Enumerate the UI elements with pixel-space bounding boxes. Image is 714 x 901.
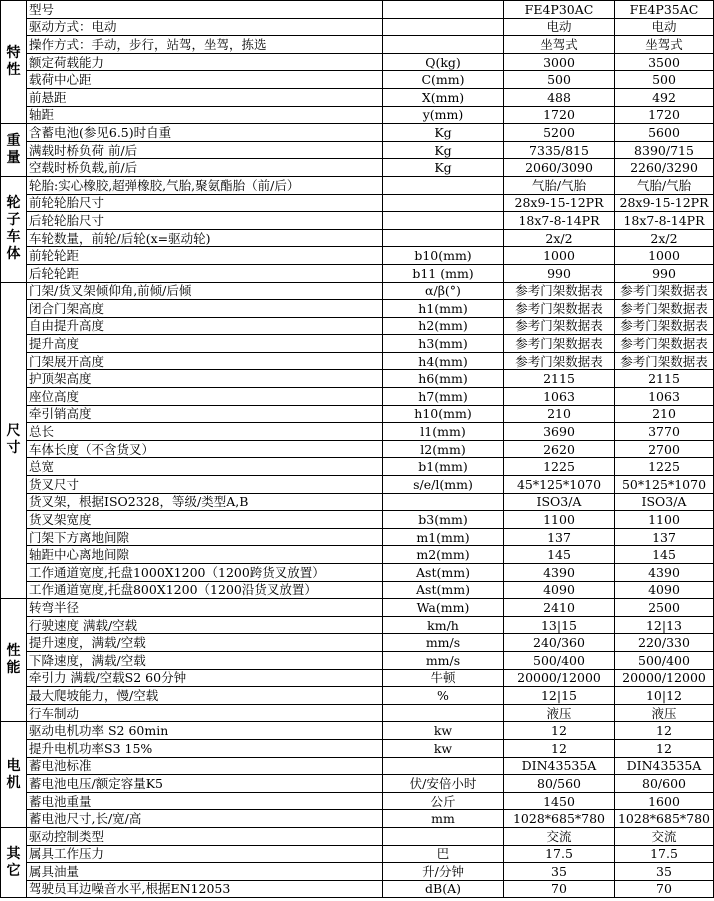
spec-name: 护顶架高度 [27, 370, 383, 388]
spec-row [1, 264, 714, 282]
spec-unit: h4(mm) [383, 352, 504, 370]
spec-value-fe4p35ac: 1225 [615, 458, 714, 476]
spec-name: 行车制动 [27, 704, 383, 722]
spec-unit: Q(kg) [383, 53, 504, 71]
spec-unit [383, 704, 504, 722]
spec-value-fe4p30ac: 1225 [504, 458, 615, 476]
spec-row [1, 845, 714, 863]
spec-value-fe4p30ac: 1028*685*780 [504, 810, 615, 828]
section-label-text: 轮子车体 [6, 195, 21, 263]
spec-unit: C(mm) [383, 71, 504, 89]
spec-row [1, 528, 714, 546]
spec-value-fe4p35ac: 4390 [615, 564, 714, 582]
spec-value-fe4p35ac: 5600 [615, 124, 714, 142]
section-label-text: 电机 [6, 757, 21, 791]
spec-row [1, 476, 714, 494]
spec-value-fe4p35ac: 交流 [615, 827, 714, 845]
spec-name: 载荷中心距 [27, 71, 383, 89]
spec-unit: m1(mm) [383, 528, 504, 546]
spec-row [1, 511, 714, 529]
spec-row [1, 827, 714, 845]
spec-name: 额定荷载能力 [27, 53, 383, 71]
spec-name: 满载时桥负荷 前/后 [27, 141, 383, 159]
spec-unit: 牛顿 [383, 669, 504, 687]
spec-name: 车体长度（不含货叉） [27, 440, 383, 458]
spec-unit [383, 18, 504, 36]
spec-value-fe4p35ac: 3500 [615, 53, 714, 71]
spec-value-fe4p30ac: 2115 [504, 370, 615, 388]
spec-row [1, 300, 714, 318]
spec-value-fe4p35ac: 18x7-8-14PR [615, 212, 714, 230]
spec-name: 货叉架宽度 [27, 511, 383, 529]
spec-value-fe4p35ac: 500 [615, 71, 714, 89]
section-label-text: 尺寸 [6, 423, 21, 457]
spec-value-fe4p35ac: 12 [615, 722, 714, 740]
section-label-text: 重量 [6, 133, 21, 167]
spec-value-fe4p30ac: 137 [504, 528, 615, 546]
spec-name: 轮胎:实心橡胶,超弹橡胶,气胎,聚氨酯胎（前/后） [27, 176, 383, 194]
spec-unit: α/β(°) [383, 282, 504, 300]
spec-value-fe4p30ac: 2620 [504, 440, 615, 458]
section-label [1, 599, 27, 722]
spec-value-fe4p35ac: 1100 [615, 511, 714, 529]
spec-row [1, 247, 714, 265]
spec-value-fe4p30ac: 990 [504, 264, 615, 282]
spec-unit: b11 (mm) [383, 264, 504, 282]
spec-unit: h1(mm) [383, 300, 504, 318]
spec-value-fe4p35ac: 参考门架数据表 [615, 335, 714, 353]
spec-value-fe4p35ac: 10|12 [615, 687, 714, 705]
spec-unit [383, 827, 504, 845]
spec-value-fe4p30ac: 1063 [504, 388, 615, 406]
spec-value-fe4p30ac: 3690 [504, 423, 615, 441]
spec-unit: kw [383, 739, 504, 757]
section-label [1, 282, 27, 599]
spec-name: 车轮数量，前轮/后轮(x=驱动轮) [27, 229, 383, 247]
spec-row [1, 352, 714, 370]
spec-row [1, 88, 714, 106]
spec-value-fe4p35ac: 35 [615, 863, 714, 881]
spec-value-fe4p30ac: 12 [504, 722, 615, 740]
spec-row [1, 775, 714, 793]
spec-value-fe4p35ac: 28x9-15-12PR [615, 194, 714, 212]
section-label [1, 827, 27, 897]
spec-value-fe4p35ac: 1720 [615, 106, 714, 124]
spec-value-fe4p30ac: 17.5 [504, 845, 615, 863]
spec-row [1, 388, 714, 406]
spec-unit: l1(mm) [383, 423, 504, 441]
spec-unit: mm/s [383, 634, 504, 652]
spec-value-fe4p35ac: 137 [615, 528, 714, 546]
spec-value-fe4p35ac: 220/330 [615, 634, 714, 652]
spec-row [1, 106, 714, 124]
spec-unit [383, 1, 504, 19]
spec-value-fe4p35ac: 1063 [615, 388, 714, 406]
spec-value-fe4p35ac: 电动 [615, 18, 714, 36]
spec-value-fe4p35ac: ISO3/A [615, 493, 714, 511]
spec-name: 货叉架，根据ISO2328，等级/类型A,B [27, 493, 383, 511]
spec-name: 前轮轮距 [27, 247, 383, 265]
spec-name: 蓄电池重量 [27, 792, 383, 810]
spec-name: 蓄电池标准 [27, 757, 383, 775]
spec-unit: h6(mm) [383, 370, 504, 388]
spec-unit: b10(mm) [383, 247, 504, 265]
spec-name: 属具工作压力 [27, 845, 383, 863]
spec-value-fe4p35ac: DIN43535A [615, 757, 714, 775]
spec-name: 驱动电机功率 S2 60min [27, 722, 383, 740]
spec-row [1, 581, 714, 599]
spec-row [1, 423, 714, 441]
spec-unit [383, 757, 504, 775]
spec-name: 驱动方式：电动 [27, 18, 383, 36]
spec-value-fe4p30ac: 240/360 [504, 634, 615, 652]
spec-row [1, 317, 714, 335]
spec-value-fe4p35ac: 50*125*1070 [615, 476, 714, 494]
spec-value-fe4p30ac: 交流 [504, 827, 615, 845]
spec-unit: X(mm) [383, 88, 504, 106]
spec-value-fe4p30ac: 45*125*1070 [504, 476, 615, 494]
spec-name: 蓄电池尺寸,长/宽/高 [27, 810, 383, 828]
spec-value-fe4p30ac: 70 [504, 880, 615, 898]
spec-name: 属具油量 [27, 863, 383, 881]
spec-unit: Wa(mm) [383, 599, 504, 617]
spec-row [1, 53, 714, 71]
spec-name: 驾驶员耳边噪音水平,根据EN12053 [27, 880, 383, 898]
spec-value-fe4p30ac: 35 [504, 863, 615, 881]
spec-name: 后轮轮胎尺寸 [27, 212, 383, 230]
spec-value-fe4p30ac: 28x9-15-12PR [504, 194, 615, 212]
spec-row [1, 863, 714, 881]
spec-unit: kw [383, 722, 504, 740]
spec-row [1, 599, 714, 617]
spec-row [1, 792, 714, 810]
section-label-text: 特性 [6, 45, 21, 79]
spec-row [1, 458, 714, 476]
spec-unit: Kg [383, 124, 504, 142]
spec-value-fe4p30ac: 145 [504, 546, 615, 564]
spec-unit: h7(mm) [383, 388, 504, 406]
spec-value-fe4p35ac: 参考门架数据表 [615, 282, 714, 300]
spec-value-fe4p30ac: 12 [504, 739, 615, 757]
spec-value-fe4p35ac: 70 [615, 880, 714, 898]
spec-row [1, 440, 714, 458]
spec-value-fe4p35ac: 492 [615, 88, 714, 106]
spec-value-fe4p30ac: 13|15 [504, 616, 615, 634]
spec-row [1, 124, 714, 142]
spec-row [1, 564, 714, 582]
spec-value-fe4p35ac: 210 [615, 405, 714, 423]
spec-unit [383, 176, 504, 194]
spec-value-fe4p30ac: FE4P30AC [504, 1, 615, 19]
section-label-text: 性能 [6, 643, 21, 677]
spec-unit [383, 194, 504, 212]
spec-value-fe4p35ac: 20000/12000 [615, 669, 714, 687]
spec-name: 门架展开高度 [27, 352, 383, 370]
spec-name: 门架/货叉架倾仰角,前倾/后倾 [27, 282, 383, 300]
spec-value-fe4p30ac: 12|15 [504, 687, 615, 705]
spec-row [1, 722, 714, 740]
spec-row [1, 739, 714, 757]
spec-value-fe4p30ac: 1450 [504, 792, 615, 810]
spec-value-fe4p30ac: 500 [504, 71, 615, 89]
spec-name: 工作通道宽度,托盘800X1200（1200沿货叉放置） [27, 581, 383, 599]
spec-value-fe4p30ac: 液压 [504, 704, 615, 722]
spec-value-fe4p30ac: 电动 [504, 18, 615, 36]
spec-value-fe4p30ac: 20000/12000 [504, 669, 615, 687]
spec-name: 提升电机功率S3 15% [27, 739, 383, 757]
spec-row [1, 757, 714, 775]
section-label [1, 722, 27, 828]
spec-name: 前轮轮胎尺寸 [27, 194, 383, 212]
spec-value-fe4p35ac: 500/400 [615, 651, 714, 669]
spec-value-fe4p35ac: 2x/2 [615, 229, 714, 247]
spec-value-fe4p30ac: 1100 [504, 511, 615, 529]
spec-row [1, 370, 714, 388]
spec-name: 货叉尺寸 [27, 476, 383, 494]
spec-row [1, 176, 714, 194]
spec-name: 自由提升高度 [27, 317, 383, 335]
spec-value-fe4p30ac: 参考门架数据表 [504, 335, 615, 353]
spec-name: 行驶速度 满载/空载 [27, 616, 383, 634]
spec-value-fe4p30ac: DIN43535A [504, 757, 615, 775]
spec-name: 提升速度，满载/空载 [27, 634, 383, 652]
spec-unit [383, 493, 504, 511]
spec-value-fe4p35ac: 8390/715 [615, 141, 714, 159]
spec-unit: m2(mm) [383, 546, 504, 564]
spec-unit: l2(mm) [383, 440, 504, 458]
spec-value-fe4p35ac: 2700 [615, 440, 714, 458]
spec-name: 工作通道宽度,托盘1000X1200（1200跨货叉放置） [27, 564, 383, 582]
spec-unit: Ast(mm) [383, 581, 504, 599]
spec-value-fe4p30ac: 18x7-8-14PR [504, 212, 615, 230]
spec-row [1, 71, 714, 89]
spec-value-fe4p30ac: 参考门架数据表 [504, 352, 615, 370]
spec-name: 含蓄电池(参见6.5)时自重 [27, 124, 383, 142]
spec-value-fe4p35ac: 气胎/气胎 [615, 176, 714, 194]
spec-row [1, 1, 714, 19]
spec-unit: mm [383, 810, 504, 828]
spec-unit [383, 229, 504, 247]
spec-name: 转弯半径 [27, 599, 383, 617]
section-label [1, 124, 27, 177]
spec-value-fe4p35ac: 1000 [615, 247, 714, 265]
spec-name: 最大爬坡能力，慢/空载 [27, 687, 383, 705]
spec-name: 牵引力 满载/空载S2 60分钟 [27, 669, 383, 687]
spec-row [1, 159, 714, 177]
spec-name: 牵引销高度 [27, 405, 383, 423]
spec-name: 操作方式：手动，步行，站驾，坐驾，拣选 [27, 36, 383, 54]
spec-name: 空载时桥负载,前/后 [27, 159, 383, 177]
spec-name: 座位高度 [27, 388, 383, 406]
spec-value-fe4p30ac: 4390 [504, 564, 615, 582]
spec-row [1, 194, 714, 212]
spec-unit: Ast(mm) [383, 564, 504, 582]
spec-value-fe4p30ac: 1000 [504, 247, 615, 265]
spec-unit: 公斤 [383, 792, 504, 810]
spec-name: 驱动控制类型 [27, 827, 383, 845]
spec-unit: 巴 [383, 845, 504, 863]
spec-value-fe4p30ac: 7335/815 [504, 141, 615, 159]
spec-unit [383, 212, 504, 230]
spec-row [1, 616, 714, 634]
spec-value-fe4p35ac: 2260/3290 [615, 159, 714, 177]
spec-name: 轴距中心离地间隙 [27, 546, 383, 564]
spec-unit: s/e/l(mm) [383, 476, 504, 494]
spec-name: 轴距 [27, 106, 383, 124]
spec-row [1, 212, 714, 230]
spec-row [1, 141, 714, 159]
spec-unit: mm/s [383, 651, 504, 669]
spec-value-fe4p30ac: 4090 [504, 581, 615, 599]
spec-value-fe4p30ac: ISO3/A [504, 493, 615, 511]
spec-value-fe4p35ac: 2115 [615, 370, 714, 388]
spec-row [1, 36, 714, 54]
spec-name: 前悬距 [27, 88, 383, 106]
spec-name: 后轮轮距 [27, 264, 383, 282]
spec-value-fe4p35ac: 3770 [615, 423, 714, 441]
spec-row [1, 634, 714, 652]
spec-unit: % [383, 687, 504, 705]
spec-value-fe4p30ac: 参考门架数据表 [504, 282, 615, 300]
spec-value-fe4p35ac: 145 [615, 546, 714, 564]
spec-value-fe4p30ac: 坐驾式 [504, 36, 615, 54]
spec-value-fe4p30ac: 参考门架数据表 [504, 300, 615, 318]
spec-name: 总长 [27, 423, 383, 441]
spec-value-fe4p35ac: 80/600 [615, 775, 714, 793]
spec-value-fe4p30ac: 3000 [504, 53, 615, 71]
spec-row [1, 335, 714, 353]
spec-unit: km/h [383, 616, 504, 634]
spec-unit: y(mm) [383, 106, 504, 124]
spec-table-body [1, 1, 714, 898]
spec-row [1, 880, 714, 898]
spec-value-fe4p35ac: 1600 [615, 792, 714, 810]
spec-value-fe4p35ac: 2500 [615, 599, 714, 617]
spec-value-fe4p35ac: 液压 [615, 704, 714, 722]
spec-row [1, 810, 714, 828]
spec-value-fe4p30ac: 2x/2 [504, 229, 615, 247]
spec-value-fe4p30ac: 参考门架数据表 [504, 317, 615, 335]
spec-value-fe4p35ac: 参考门架数据表 [615, 352, 714, 370]
spec-unit: dB(A) [383, 880, 504, 898]
spec-row [1, 687, 714, 705]
spec-value-fe4p35ac: 坐驾式 [615, 36, 714, 54]
spec-unit: h2(mm) [383, 317, 504, 335]
spec-value-fe4p35ac: 1028*685*780 [615, 810, 714, 828]
spec-value-fe4p35ac: 4090 [615, 581, 714, 599]
spec-value-fe4p35ac: 参考门架数据表 [615, 317, 714, 335]
spec-value-fe4p35ac: 17.5 [615, 845, 714, 863]
spec-value-fe4p30ac: 2410 [504, 599, 615, 617]
spec-unit [383, 36, 504, 54]
spec-unit: 伏/安倍小时 [383, 775, 504, 793]
spec-value-fe4p30ac: 500/400 [504, 651, 615, 669]
spec-value-fe4p35ac: 990 [615, 264, 714, 282]
spec-unit: Kg [383, 159, 504, 177]
spec-unit: b3(mm) [383, 511, 504, 529]
spec-row [1, 18, 714, 36]
spec-value-fe4p30ac: 2060/3090 [504, 159, 615, 177]
spec-name: 蓄电池电压/额定容量K5 [27, 775, 383, 793]
section-label-text: 其它 [6, 845, 21, 879]
spec-row [1, 282, 714, 300]
spec-unit: b1(mm) [383, 458, 504, 476]
spec-row [1, 546, 714, 564]
spec-name: 型号 [27, 1, 383, 19]
spec-row [1, 669, 714, 687]
spec-value-fe4p30ac: 488 [504, 88, 615, 106]
section-label [1, 1, 27, 124]
spec-value-fe4p30ac: 5200 [504, 124, 615, 142]
spec-value-fe4p35ac: 参考门架数据表 [615, 300, 714, 318]
spec-unit: h3(mm) [383, 335, 504, 353]
spec-unit: h10(mm) [383, 405, 504, 423]
spec-row [1, 651, 714, 669]
spec-value-fe4p30ac: 80/560 [504, 775, 615, 793]
spec-value-fe4p35ac: 12|13 [615, 616, 714, 634]
spec-unit: 升/分钟 [383, 863, 504, 881]
section-label [1, 176, 27, 282]
spec-value-fe4p30ac: 210 [504, 405, 615, 423]
spec-name: 总宽 [27, 458, 383, 476]
spec-name: 提升高度 [27, 335, 383, 353]
spec-value-fe4p35ac: 12 [615, 739, 714, 757]
spec-name: 闭合门架高度 [27, 300, 383, 318]
spec-name: 门架下方离地间隙 [27, 528, 383, 546]
spec-value-fe4p30ac: 气胎/气胎 [504, 176, 615, 194]
spec-row [1, 493, 714, 511]
spec-name: 下降速度，满载/空载 [27, 651, 383, 669]
spec-unit: Kg [383, 141, 504, 159]
spec-row [1, 405, 714, 423]
spec-row [1, 229, 714, 247]
spec-value-fe4p35ac: FE4P35AC [615, 1, 714, 19]
spec-value-fe4p30ac: 1720 [504, 106, 615, 124]
spec-row [1, 704, 714, 722]
